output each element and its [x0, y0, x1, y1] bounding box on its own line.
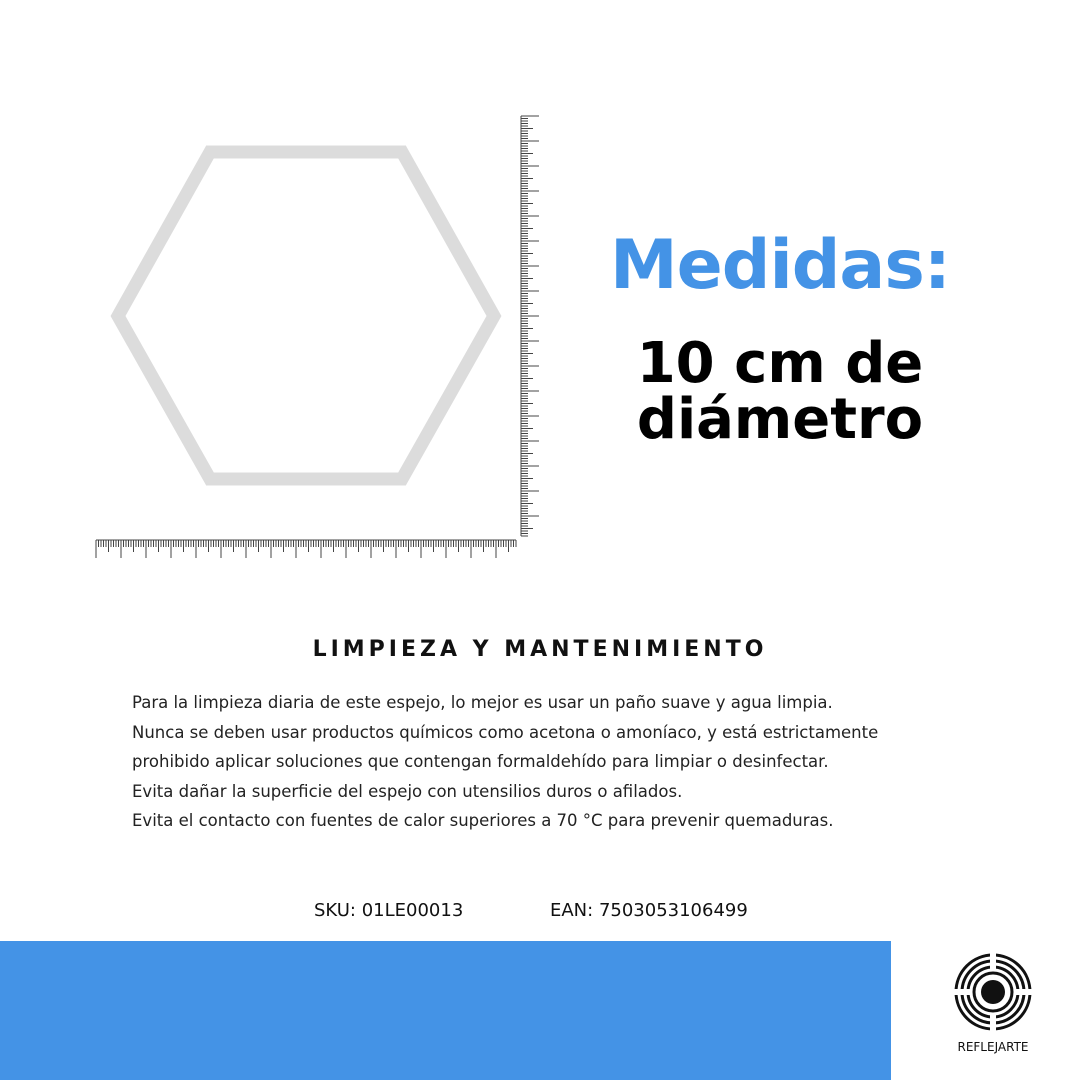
concentric-circles-icon [954, 953, 1032, 1031]
size-text: 10 cm de diámetro [636, 331, 924, 452]
brand-name: REFLEJARTE [957, 1040, 1029, 1054]
instruction-line: prohibido aplicar soluciones que contengan formaldehído para limpiar o desinfectar. [132, 752, 829, 771]
measurements-title: Medidas: [609, 226, 950, 305]
sku-code: SKU: 01LE00013 [314, 900, 464, 921]
footer-accent-bar [0, 941, 891, 1080]
instruction-line: Evita el contacto con fuentes de calor superiores a 70 °C para prevenir quemaduras. [132, 811, 834, 830]
cleaning-section-title: LIMPIEZA Y MANTENIMIENTO [312, 637, 768, 662]
instruction-line: Para la limpieza diaria de este espejo, lo mejor es usar un paño suave y agua limpia. [132, 693, 833, 712]
cleaning-instructions [132, 688, 992, 836]
instruction-line: Evita dañar la superficie del espejo con utensilios duros o afilados. [132, 781, 683, 801]
ean-code: EAN: 7503053106499 [550, 900, 748, 921]
instruction-line: Nunca se deben usar productos químicos como acetona o amoníaco, y está estrictamente [132, 722, 879, 742]
